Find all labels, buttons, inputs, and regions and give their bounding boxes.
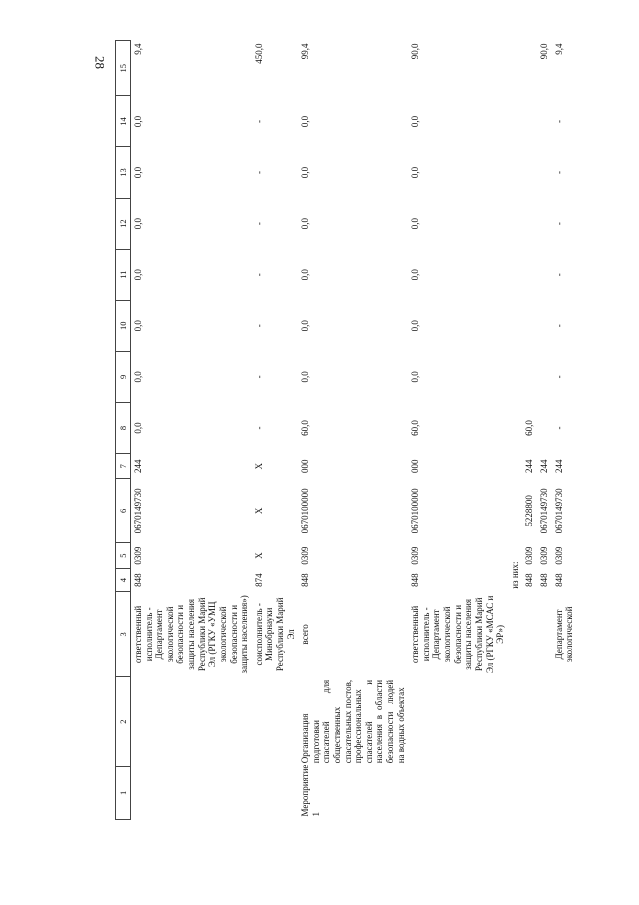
cell-col-11: -	[253, 273, 264, 277]
table-row	[408, 41, 507, 820]
cell-col-15: 9,4	[553, 43, 564, 55]
cell-col-12: 0,0	[300, 218, 311, 230]
column-header-13: 13	[116, 147, 131, 198]
cell-col-6: 0670149730	[538, 488, 549, 534]
table-row	[298, 41, 408, 820]
cell-col-8: 0,0	[133, 422, 144, 434]
cell-col-7: 244	[553, 459, 564, 473]
cell-col-7: 244	[538, 459, 549, 473]
cell-col-11: -	[553, 273, 564, 277]
rotated-table-container	[115, 40, 575, 820]
cell-col-6: 0670149730	[553, 488, 564, 534]
cell-col-7	[508, 453, 523, 479]
cell-col-1: Мероприятие 1	[300, 764, 321, 817]
cell-col-12: 0,0	[133, 218, 144, 230]
cell-col-8	[537, 402, 552, 453]
table-row	[552, 41, 577, 820]
cell-col-1	[131, 766, 252, 819]
cell-col-6: 0670100000	[300, 488, 311, 534]
cell-col-1	[522, 766, 537, 819]
cell-col-8: 60,0	[524, 420, 535, 436]
column-header-3: 3	[116, 592, 131, 677]
cell-col-14: -	[253, 119, 264, 123]
cell-col-3	[537, 592, 552, 677]
cell-col-12: -	[553, 222, 564, 226]
cell-col-9: 0,0	[300, 371, 311, 383]
cell-col-11: 0,0	[133, 269, 144, 281]
cell-col-5: 0309	[538, 546, 549, 565]
cell-col-15	[522, 41, 537, 96]
cell-col-6	[508, 479, 523, 543]
column-header-9: 9	[116, 351, 131, 402]
cell-col-3	[522, 592, 537, 677]
cell-col-13	[537, 147, 552, 198]
cell-col-15: 450,0	[253, 43, 264, 64]
cell-col-11	[522, 249, 537, 300]
cell-col-13	[522, 147, 537, 198]
cell-col-10	[522, 300, 537, 351]
cell-col-12	[537, 198, 552, 249]
cell-col-5: X	[253, 552, 264, 559]
cell-col-3: ответственный исполнитель - Департамент экологической безопасности и защиты населения Республики Марий Эл (РГКУ «МСАС и ЭР»)	[410, 595, 506, 674]
cell-col-4: 848	[133, 573, 144, 587]
cell-col-2	[508, 677, 523, 766]
table-row	[252, 41, 298, 820]
cell-col-14: 0,0	[133, 115, 144, 128]
cell-col-7: 244	[133, 459, 144, 473]
cell-col-1	[252, 766, 298, 819]
cell-col-13: -	[553, 171, 564, 175]
cell-col-11	[537, 249, 552, 300]
cell-col-15	[508, 41, 523, 96]
cell-col-1	[552, 766, 577, 819]
cell-col-11: 0,0	[410, 269, 421, 281]
cell-col-2	[552, 677, 577, 766]
cell-col-3: всего	[300, 624, 311, 645]
column-header-10: 10	[116, 300, 131, 351]
table-row	[131, 41, 252, 820]
cell-col-1	[537, 766, 552, 819]
cell-col-9	[522, 351, 537, 402]
cell-col-10: 0,0	[133, 320, 144, 332]
table-row	[522, 41, 537, 820]
cell-col-4: 848	[300, 573, 311, 587]
cell-col-12	[508, 198, 523, 249]
column-header-12: 12	[116, 198, 131, 249]
budget-table	[115, 40, 577, 820]
cell-col-2	[537, 677, 552, 766]
cell-col-10: 0,0	[300, 320, 311, 332]
cell-col-12	[522, 198, 537, 249]
cell-col-2	[522, 677, 537, 766]
cell-col-14: 0,0	[410, 115, 421, 128]
cell-col-1	[508, 766, 523, 819]
column-header-2: 2	[116, 677, 131, 766]
cell-col-7: 000	[300, 459, 311, 473]
table-row	[508, 41, 523, 820]
header-row	[116, 41, 131, 820]
cell-col-9: -	[253, 375, 264, 379]
cell-col-8	[508, 402, 523, 453]
cell-col-3: Департамент экологической	[553, 606, 575, 663]
cell-col-3: соисполнитель - Минобрнауки Республики Марий Эл	[253, 597, 296, 672]
cell-col-6: 0670100000	[410, 488, 421, 534]
cell-col-3	[508, 592, 523, 677]
column-header-15: 15	[116, 41, 131, 96]
cell-col-9: 0,0	[410, 371, 421, 383]
cell-col-10	[537, 300, 552, 351]
cell-col-12: 0,0	[410, 218, 421, 230]
cell-col-2	[252, 677, 298, 766]
cell-col-8: 60,0	[300, 420, 311, 436]
cell-col-5: 0309	[300, 546, 311, 565]
cell-col-7: X	[253, 462, 264, 470]
column-header-8: 8	[116, 402, 131, 453]
column-header-6: 6	[116, 479, 131, 543]
cell-col-14	[537, 96, 552, 147]
cell-col-14	[522, 96, 537, 147]
cell-col-15: 90,0	[410, 43, 421, 60]
cell-col-13: 0,0	[300, 166, 311, 179]
cell-col-9: -	[553, 375, 564, 379]
cell-col-2	[408, 677, 507, 766]
cell-col-9	[537, 351, 552, 402]
column-header-11: 11	[116, 249, 131, 300]
cell-col-2	[131, 677, 252, 766]
cell-col-10: -	[253, 324, 264, 328]
page-number: 28	[92, 56, 108, 69]
table-body	[131, 41, 577, 820]
column-header-4: 4	[116, 568, 131, 591]
cell-col-15: 9,4	[133, 43, 144, 55]
cell-col-8: 60,0	[410, 420, 421, 436]
cell-col-13: 0,0	[410, 166, 421, 179]
cell-col-9	[508, 351, 523, 402]
cell-col-8: -	[553, 426, 564, 430]
table-row	[537, 41, 552, 820]
cell-col-3: ответственный исполнитель - Департамент экологической безопасности и защиты населения Республики Марий Эл (РГКУ «УМЦ экологической безопасности и защиты населения»)	[133, 595, 250, 674]
cell-col-4: 848	[538, 573, 549, 587]
cell-col-5: 0309	[553, 546, 564, 565]
column-header-5: 5	[116, 543, 131, 569]
cell-col-6: 0670149730	[133, 488, 144, 534]
cell-col-11	[508, 249, 523, 300]
cell-col-6: X	[253, 507, 264, 515]
cell-col-14: -	[553, 119, 564, 123]
cell-col-5: 0309	[133, 546, 144, 565]
cell-col-2: Организация подготовки спасателей для общественных спасательных постов, профессиональных спасателей и населения в области безопасности людей на водных объектах	[300, 679, 406, 764]
cell-col-4: 848	[524, 573, 535, 587]
column-header-1: 1	[116, 766, 131, 819]
cell-col-14: 0,0	[300, 115, 311, 128]
cell-col-13	[508, 147, 523, 198]
cell-col-7: 000	[410, 459, 421, 473]
cell-col-15: 90,0	[538, 43, 549, 60]
cell-col-7: 244	[524, 459, 535, 473]
cell-col-13: 0,0	[133, 166, 144, 179]
column-header-14: 14	[116, 96, 131, 147]
cell-col-5: 0309	[410, 546, 421, 565]
cell-col-13: -	[253, 171, 264, 175]
cell-col-4: 848	[553, 573, 564, 587]
cell-col-10: 0,0	[410, 320, 421, 332]
cell-col-9: 0,0	[133, 371, 144, 383]
cell-col-4: из них:	[509, 561, 520, 589]
cell-col-10	[508, 300, 523, 351]
cell-col-1	[408, 766, 507, 819]
cell-col-6: 5228800	[524, 495, 535, 527]
column-header-7: 7	[116, 453, 131, 479]
cell-col-4: 874	[253, 573, 264, 587]
cell-col-15: 99,4	[300, 43, 311, 60]
cell-col-4: 848	[410, 573, 421, 587]
cell-col-14	[508, 96, 523, 147]
cell-col-10: -	[553, 324, 564, 328]
cell-col-11: 0,0	[300, 269, 311, 281]
cell-col-5: 0309	[524, 546, 535, 565]
cell-col-12: -	[253, 222, 264, 226]
cell-col-8: -	[253, 426, 264, 430]
